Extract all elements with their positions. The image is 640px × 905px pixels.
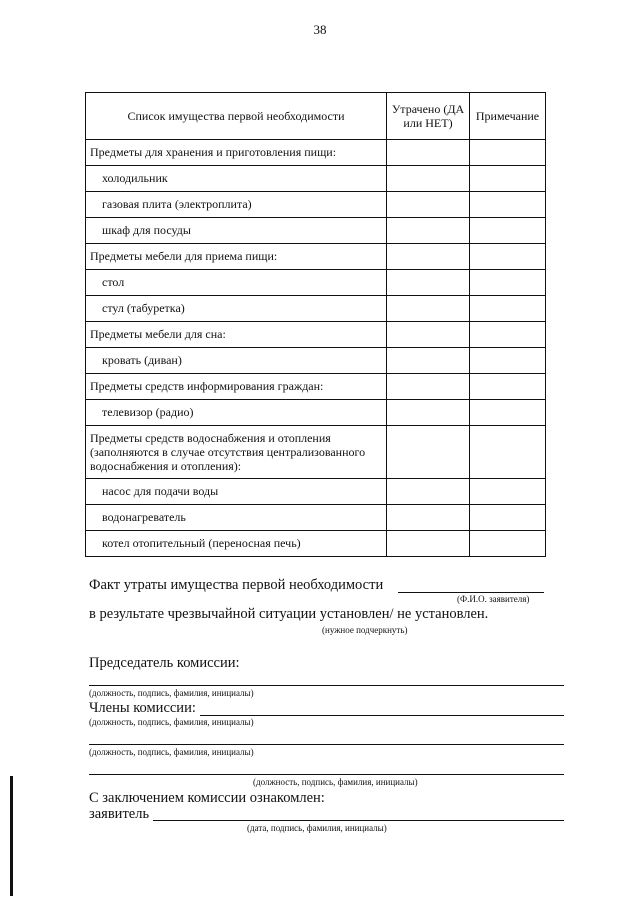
table-row	[86, 400, 546, 426]
row-label: насос для подачи воды	[86, 479, 387, 505]
note-cell[interactable]	[470, 374, 546, 400]
note-cell[interactable]	[470, 479, 546, 505]
table-row	[86, 348, 546, 374]
note-cell[interactable]	[470, 400, 546, 426]
note-cell[interactable]	[470, 296, 546, 322]
table-row	[86, 374, 546, 400]
lost-cell[interactable]	[387, 505, 470, 531]
row-label: шкаф для посуды	[86, 218, 387, 244]
lost-cell[interactable]	[387, 400, 470, 426]
fact-line1: Факт утраты имущества первой необходимости	[89, 577, 384, 593]
property-table	[85, 92, 546, 557]
lost-cell[interactable]	[387, 322, 470, 348]
row-label: Предметы мебели для сна:	[86, 322, 387, 348]
date-caption: (дата, подпись, фамилия, инициалы)	[247, 823, 387, 833]
scan-margin-mark	[10, 776, 13, 896]
note-cell[interactable]	[470, 244, 546, 270]
member1-caption: (должность, подпись, фамилия, инициалы)	[89, 717, 254, 727]
note-cell[interactable]	[470, 270, 546, 296]
note-cell[interactable]	[470, 192, 546, 218]
lost-cell[interactable]	[387, 140, 470, 166]
row-label: холодильник	[86, 166, 387, 192]
lost-cell[interactable]	[387, 166, 470, 192]
member2-sign-line[interactable]	[89, 744, 564, 745]
lost-cell[interactable]	[387, 479, 470, 505]
table-row	[86, 479, 546, 505]
members-label: Члены комиссии:	[89, 700, 196, 716]
row-label: телевизор (радио)	[86, 400, 387, 426]
note-cell[interactable]	[470, 166, 546, 192]
applicant-sign-line[interactable]	[153, 820, 564, 821]
table-row	[86, 426, 546, 479]
note-cell[interactable]	[470, 140, 546, 166]
fact-line2: в результате чрезвычайной ситуации установлен/ не установлен.	[89, 606, 489, 622]
page-number: 38	[313, 22, 327, 37]
lost-cell[interactable]	[387, 244, 470, 270]
header-note: Примечание	[470, 93, 546, 140]
lost-cell[interactable]	[387, 270, 470, 296]
note-cell[interactable]	[470, 426, 546, 479]
header-property-list: Список имущества первой необходимости	[86, 93, 387, 140]
lost-cell[interactable]	[387, 531, 470, 557]
lost-cell[interactable]	[387, 374, 470, 400]
lost-cell[interactable]	[387, 348, 470, 374]
lost-cell[interactable]	[387, 218, 470, 244]
member3-sign-line[interactable]	[89, 774, 564, 775]
table-row	[86, 531, 546, 557]
row-label: Предметы для хранения и приготовления пищи:	[86, 140, 387, 166]
row-label: водонагреватель	[86, 505, 387, 531]
acquainted-label: С заключением комиссии ознакомлен:	[89, 790, 325, 806]
note-cell[interactable]	[470, 531, 546, 557]
note-cell[interactable]	[470, 348, 546, 374]
row-label: газовая плита (электроплита)	[86, 192, 387, 218]
note-cell[interactable]	[470, 218, 546, 244]
chairman-caption: (должность, подпись, фамилия, инициалы)	[89, 688, 254, 698]
lost-cell[interactable]	[387, 426, 470, 479]
row-label: Предметы средств водоснабжения и отопления (заполняются в случае отсутствия централизованного водоснабжения и отопления):	[86, 426, 387, 479]
fio-caption: (Ф.И.О. заявителя)	[457, 594, 530, 604]
row-label: Предметы средств информирования граждан:	[86, 374, 387, 400]
table-row	[86, 270, 546, 296]
table-row	[86, 192, 546, 218]
member3-caption: (должность, подпись, фамилия, инициалы)	[253, 777, 418, 787]
table-row	[86, 166, 546, 192]
chairman-sign-line[interactable]	[89, 685, 564, 686]
table-row	[86, 244, 546, 270]
header-lost: Утрачено (ДА или НЕТ)	[387, 93, 470, 140]
table-row	[86, 296, 546, 322]
row-label: кровать (диван)	[86, 348, 387, 374]
member2-caption: (должность, подпись, фамилия, инициалы)	[89, 747, 254, 757]
underline-caption: (нужное подчеркнуть)	[322, 625, 408, 635]
table-row	[86, 140, 546, 166]
member1-sign-line[interactable]	[200, 715, 564, 716]
row-label: стул (табуретка)	[86, 296, 387, 322]
note-cell[interactable]	[470, 322, 546, 348]
table-row	[86, 505, 546, 531]
table-row	[86, 322, 546, 348]
row-label: Предметы мебели для приема пищи:	[86, 244, 387, 270]
row-label: котел отопительный (переносная печь)	[86, 531, 387, 557]
row-label: стол	[86, 270, 387, 296]
lost-cell[interactable]	[387, 296, 470, 322]
fio-line[interactable]	[398, 592, 544, 593]
lost-cell[interactable]	[387, 192, 470, 218]
applicant-label: заявитель	[89, 806, 150, 822]
chairman-label: Председатель комиссии:	[89, 655, 240, 671]
table-row	[86, 218, 546, 244]
note-cell[interactable]	[470, 505, 546, 531]
